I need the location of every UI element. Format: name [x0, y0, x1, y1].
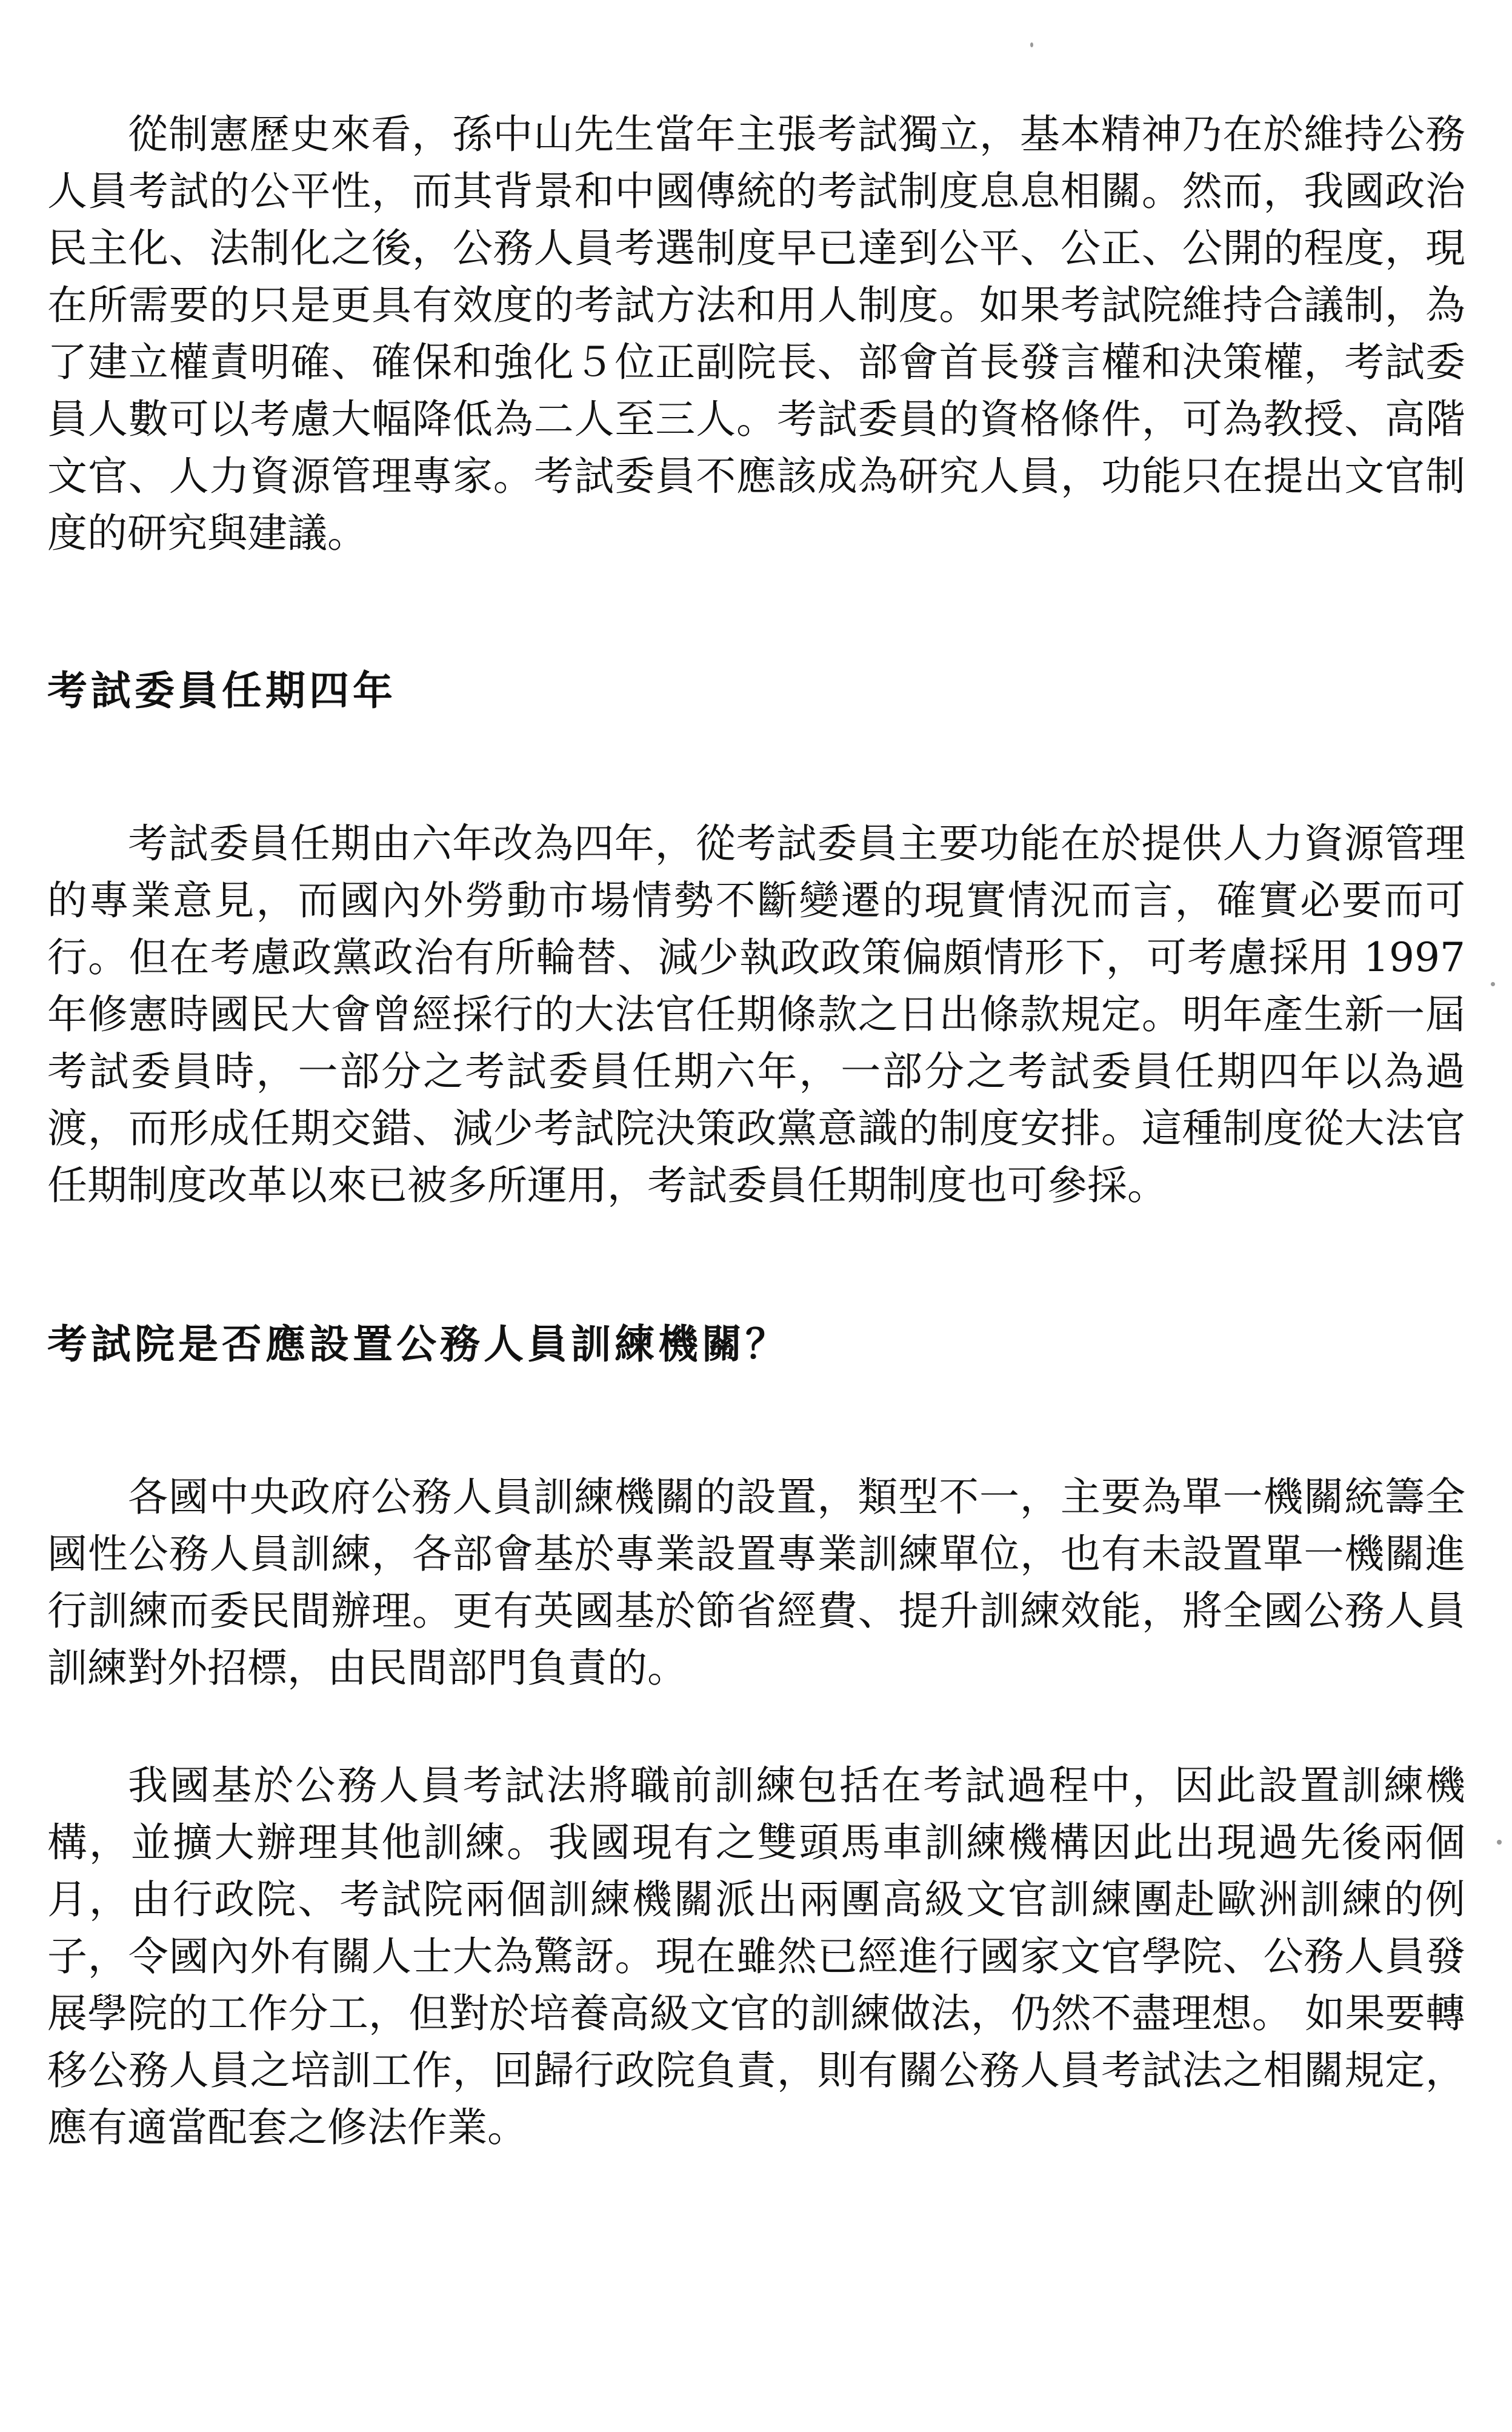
paragraph-term-length: 考試委員任期由六年改為四年，從考試委員主要功能在於提供人力資源管理的專業意見，而國內外勞動市場情勢不斷變遷的現實情況而言，確實必要而可行。但在考慮政黨政治有所輪替、減少執政政策偏頗情形下，可考慮採用 1997 年修憲時國民大會曾經採行的大法官任期條款之日出條款規定。明年產生新一屆考試委員時，一部分之考試委員任期六年，一部分之考試委員任期四年以為過渡，而形成任期交錯、減少考試院決策政黨意識的制度安排。這種制度從大法官任期制度改革以來已被多所運用，考試委員任期制度也可參採。	[47, 820, 1465, 1209]
scan-speck	[1497, 1840, 1502, 1845]
paragraph-domestic-training: 我國基於公務人員考試法將職前訓練包括在考試過程中，因此設置訓練機構，並擴大辦理其他訓練。我國現有之雙頭馬車訓練機構因此出現過先後兩個月，由行政院、考試院兩個訓練機關派出兩團高級文官訓練團赴歐洲訓練的例子，令國內外有關人士大為驚訝。現在雖然已經進行國家文官學院、公務人員發展學院的工作分工，但對於培養高級文官的訓練做法，仍然不盡理想。 如果要轉移公務人員之培訓工作，回歸行政院負責，則有關公務人員考試法之相關規定，應有適當配套之修法作業。	[47, 1762, 1465, 2151]
document-page	[47, 106, 1465, 2156]
scan-speck	[1491, 982, 1495, 986]
paragraph-constitutional-history: 從制憲歷史來看，孫中山先生當年主張考試獨立，基本精神乃在於維持公務人員考試的公平性，而其背景和中國傳統的考試制度息息相關。然而，我國政治民主化、法制化之後，公務人員考選制度早已達到公平、公正、公開的程度，現在所需要的只是更具有效度的考試方法和用人制度。如果考試院維持合議制，為了建立權責明確、確保和強化５位正副院長、部會首長發言權和決策權，考試委員人數可以考慮大幅降低為二人至三人。考試委員的資格條件，可為教授、高階文官、人力資源管理專家。考試委員不應該成為研究人員，功能只在提出文官制度的研究與建議。	[47, 111, 1465, 556]
scan-speck	[1030, 42, 1033, 47]
heading-training-agency-question: 考試院是否應設置公務人員訓練機關？	[47, 1321, 789, 1368]
paragraph-training-agencies-abroad: 各國中央政府公務人員訓練機關的設置，類型不一，主要為單一機關統籌全國性公務人員訓練，各部會基於專業設置專業訓練單位，也有未設置單一機關進行訓練而委民間辦理。更有英國基於節省經費、提升訓練效能，將全國公務人員訓練對外招標，由民間部門負責的。	[47, 1474, 1465, 1691]
heading-term-four-years: 考試委員任期四年	[47, 667, 396, 714]
